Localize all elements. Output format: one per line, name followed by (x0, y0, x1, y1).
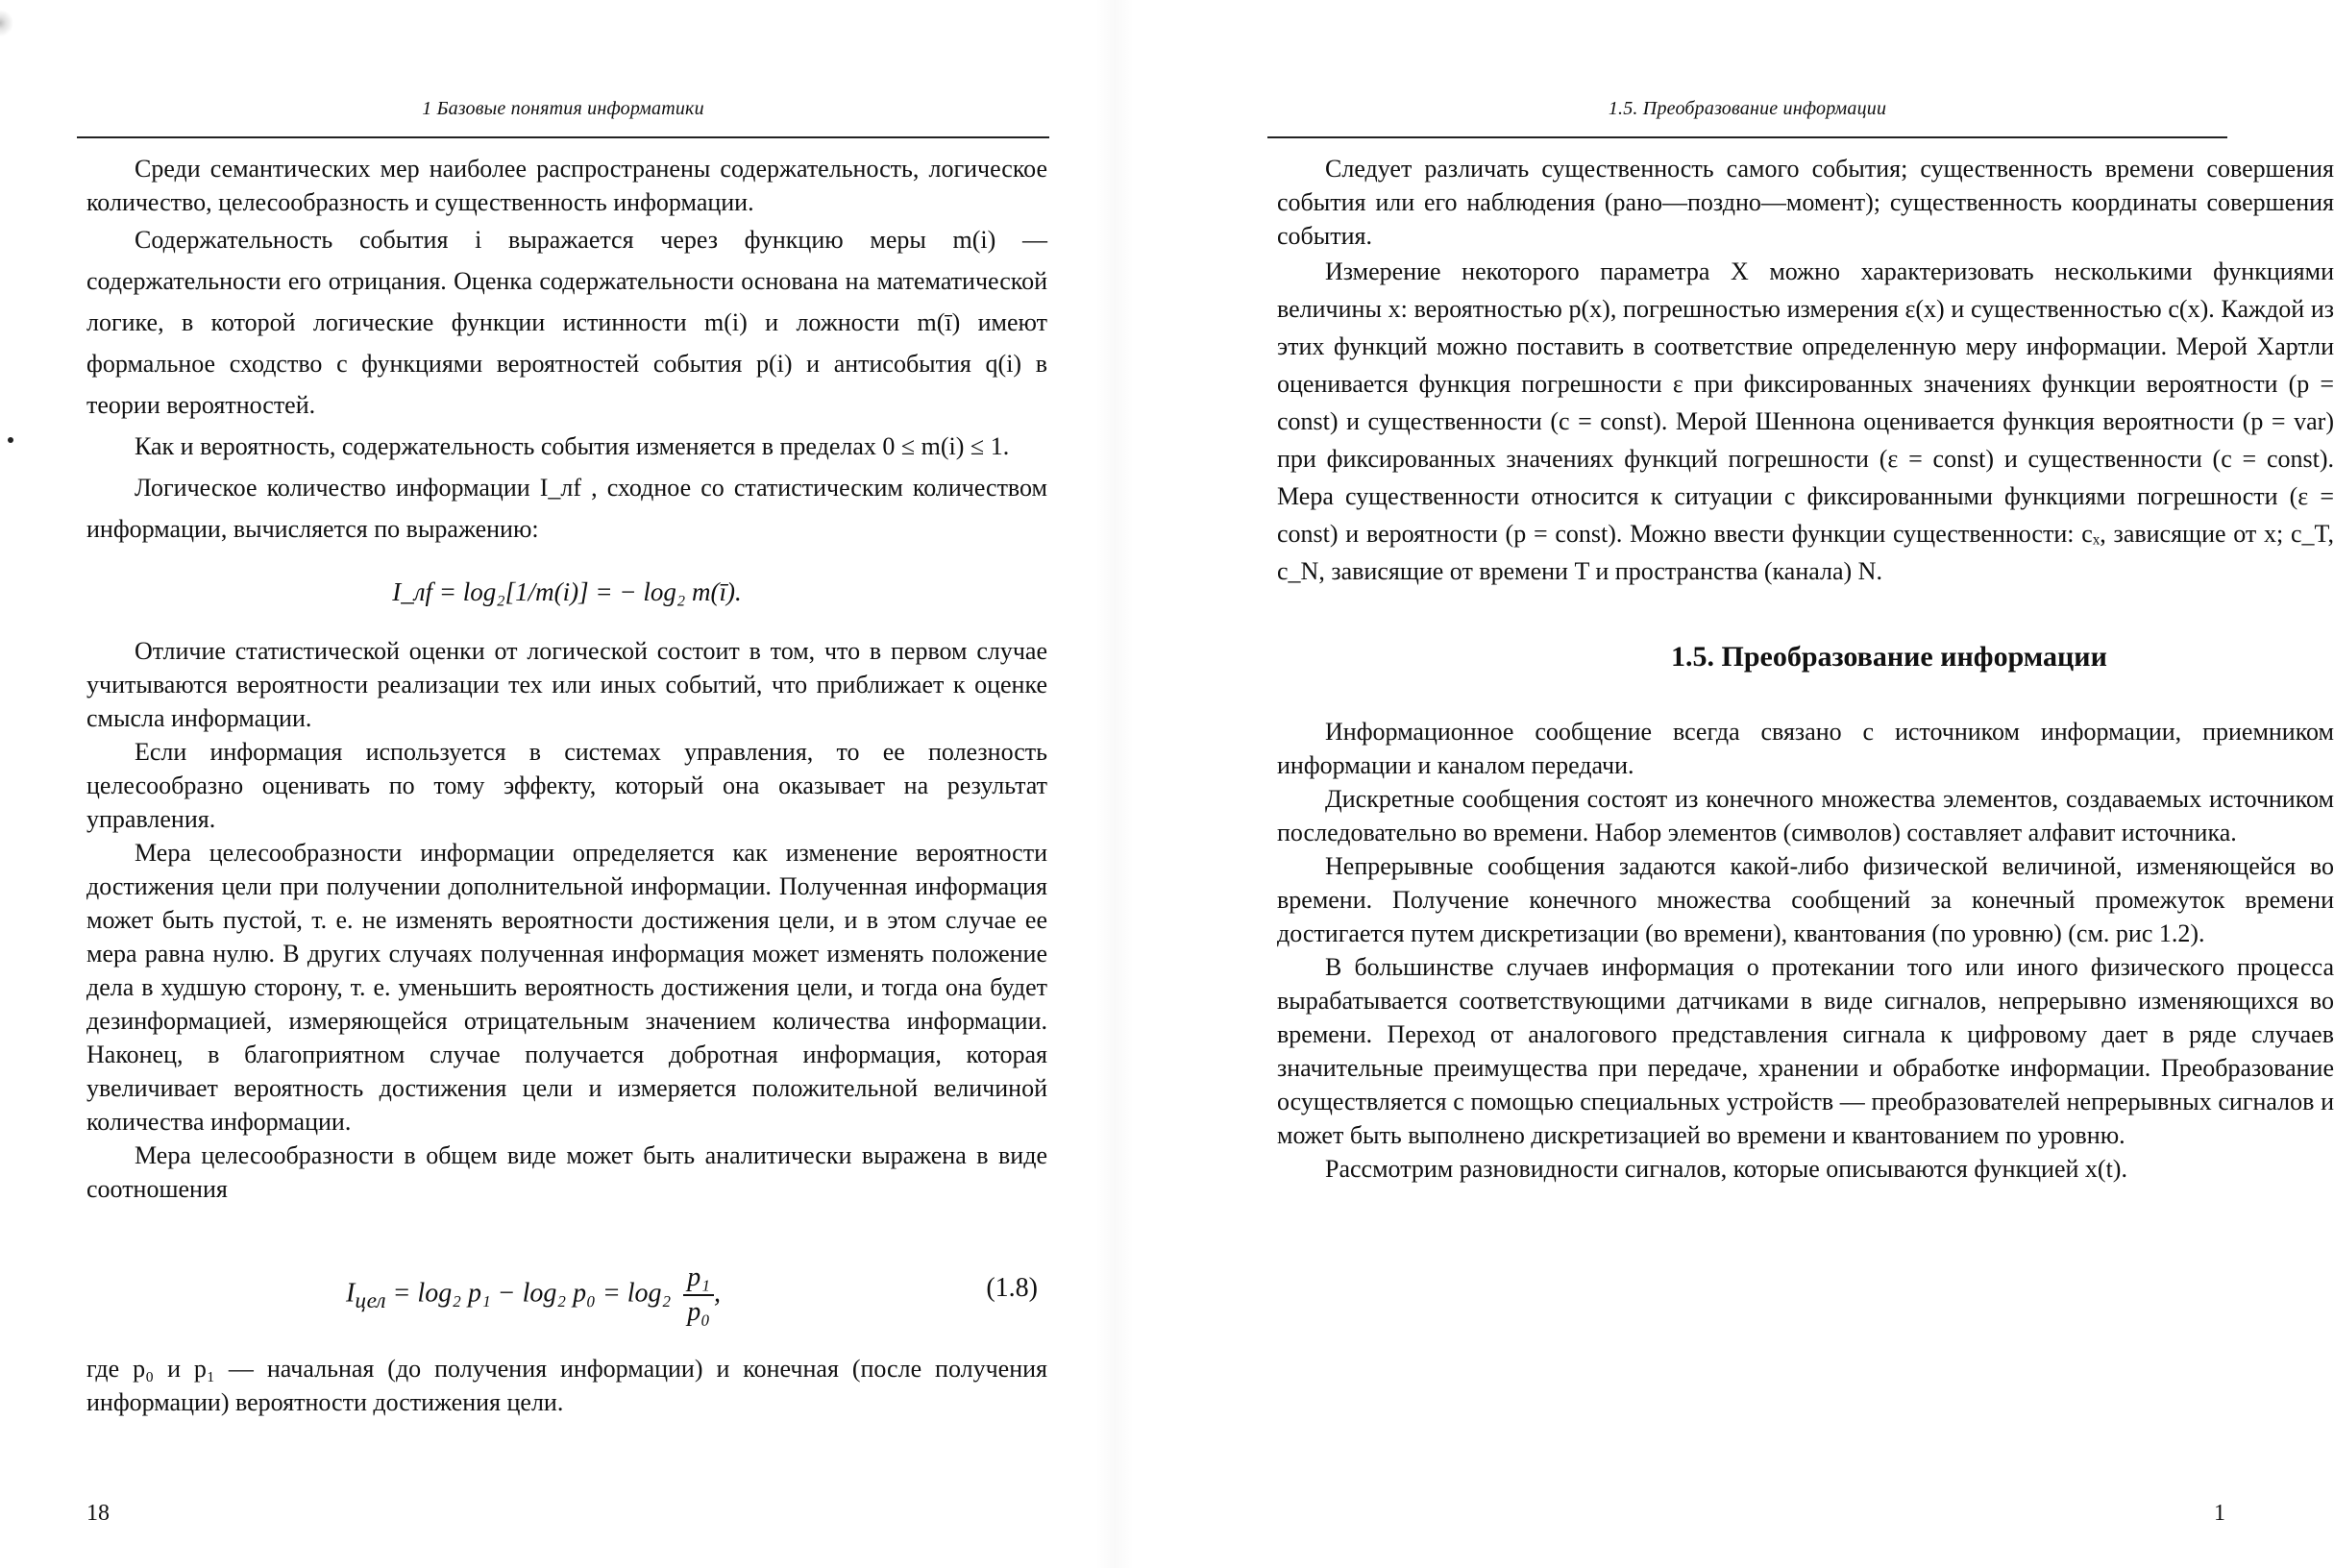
formula-body: = log₂ p₁ − log₂ p₀ = log₂ (385, 1278, 678, 1309)
paragraph: Мера целесообразности в общем виде может быть аналитически выражена в виде соотношения (86, 1141, 1047, 1203)
left-page (0, 0, 1114, 1568)
section-title: 1.5. Преобразование информации (1671, 641, 2107, 673)
paragraph: Логическое количество информации I_лf , сходное со статистическим количеством информации, вычисляется по выражению: (86, 474, 1047, 543)
equation-number: (1.8) (986, 1273, 1038, 1303)
paragraph: Мера целесообразности информации определяется как изменение вероятности достижения цели при получении дополнительной информации. Полученная информация может быть пустой, т. е. не изменять вероятности достижения цели, и в этом случае ее мера равна нулю. В других случаях полученная информация может изменять положение дела в худшую сторону, т. е. уменьшить вероятность достижения цели, и тогда она будет дезинформацией, измеряющейся отрицательным значением количества информации. Наконец, в благоприятном случае получается добротная информация, которая увеличивает вероятность достижения цели и измеряется положительной величиной количества информации. (86, 839, 1047, 1136)
left-running-header: 1 Базовые понятия информатики (422, 98, 704, 119)
right-header-rule (1267, 136, 2227, 138)
right-page-body (1277, 152, 2334, 1186)
paragraph: Непрерывные сообщения задаются какой-либо физической величиной, изменяющейся во времени. Получение конечного множества сообщений за конечный промежуток времени достигается путем дискретизации (во времени), квантования (по уровню) (см. рис 1.2). (1277, 852, 2334, 947)
paragraph: Рассмотрим разновидности сигналов, которые описываются функцией x(t). (1325, 1155, 2127, 1183)
paragraph: Информационное сообщение всегда связано с источником информации, приемником информации и каналом передачи. (1277, 718, 2334, 779)
formula-subscript: цел (355, 1288, 386, 1314)
paragraph: Как и вероятность, содержательность события изменяется в пределах 0 ≤ m(i) ≤ 1. (135, 432, 1010, 460)
right-running-header: 1.5. Преобразование информации (1608, 98, 1887, 119)
formula-1-8-expression (346, 1262, 721, 1329)
right-page-number: 1 (2214, 1501, 2225, 1526)
paragraph: Среди семантических мер наиболее распространены содержательность, логическое количество, целесообразность и существенность информации. (86, 155, 1047, 216)
paragraph: Дискретные сообщения состоят из конечного множества элементов, создаваемых источником последовательно во времени. Набор элементов (символов) составляет алфавит источника. (1277, 785, 2334, 846)
paragraph: Содержательность события i выражается через функцию меры m(i) — содержательности его отрицания. Оценка содержательности основана на математической логике, в которой логические функции истинности m(i) и ложности m(ī) имеют формальное сходство с функциями вероятностей события p(i) и антисобытия q(i) в теории вероятностей. (86, 226, 1047, 419)
formula-logical-quantity: I_лf = log₂[1/m(i)] = − log₂ m(ī). (392, 577, 742, 606)
paragraph: Отличие статистической оценки от логической состоит в том, что в первом случае учитываются вероятности реализации тех или иных событий, что приближает к оценке смысла информации. (86, 637, 1047, 732)
right-page (1114, 0, 2334, 1568)
paragraph: Измерение некоторого параметра X можно характеризовать несколькими функциями величины x: вероятностью p(x), погрешностью измерения ε(x) и существенностью c(x). Каждой из этих функций можно поставить в соответствие определенную меру информации. Мерой Хартли оценивается функция погрешности ε при фиксированных значениях функции вероятности (p = const) и существенности (c = const). Мерой Шеннона оценивается функция вероятности (p = var) при фиксированных значениях функций погрешности (ε = const) и существенности (c = const). Мера существенности относится к ситуации с фиксированными функциями погрешности (ε = const) и вероятности (p = const). Можно ввести функции существенности: cₓ, зависящие от x; c_T, c_N, зависящие от времени T и пространства (канала) N. (1277, 257, 2334, 585)
paragraph: Следует различать существенность самого события; существенность времени совершения события или его наблюдения (рано—поздно—момент); существенность координаты совершения события. (1277, 155, 2334, 250)
left-page-number: 18 (86, 1501, 110, 1526)
fraction-numerator: p₁ (683, 1262, 714, 1296)
paragraph: Если информация используется в системах управления, то ее полезность целесообразно оценивать по тому эффекту, который она оказывает на результат управления. (86, 738, 1047, 833)
paragraph: В большинстве случаев информация о протекании того или иного физического процесса вырабатывается соответствующими датчиками в виде сигналов, непрерывно изменяющихся во времени. Переход от аналогового представления сигнала к цифровому дает в ряде случаев значительные преимущества при передаче, хранении и обработке информации. Преобразование осуществляется с помощью специальных устройств — преобразователей непрерывных сигналов и может быть выполнено дискретизацией во времени и квантованием по уровню. (1277, 953, 2334, 1149)
formula-lhs: I (346, 1278, 356, 1309)
paragraph: где p₀ и p₁ — начальная (до получения информации) и конечная (после получения информации) вероятности достижения цели. (86, 1355, 1047, 1416)
formula-1-8 (86, 1240, 1047, 1333)
left-header-rule (77, 136, 1049, 138)
fraction-denominator: p₀ (687, 1297, 710, 1327)
formula-fraction (683, 1262, 714, 1329)
left-page-body (86, 152, 1047, 1419)
formula-tail: , (713, 1278, 721, 1309)
